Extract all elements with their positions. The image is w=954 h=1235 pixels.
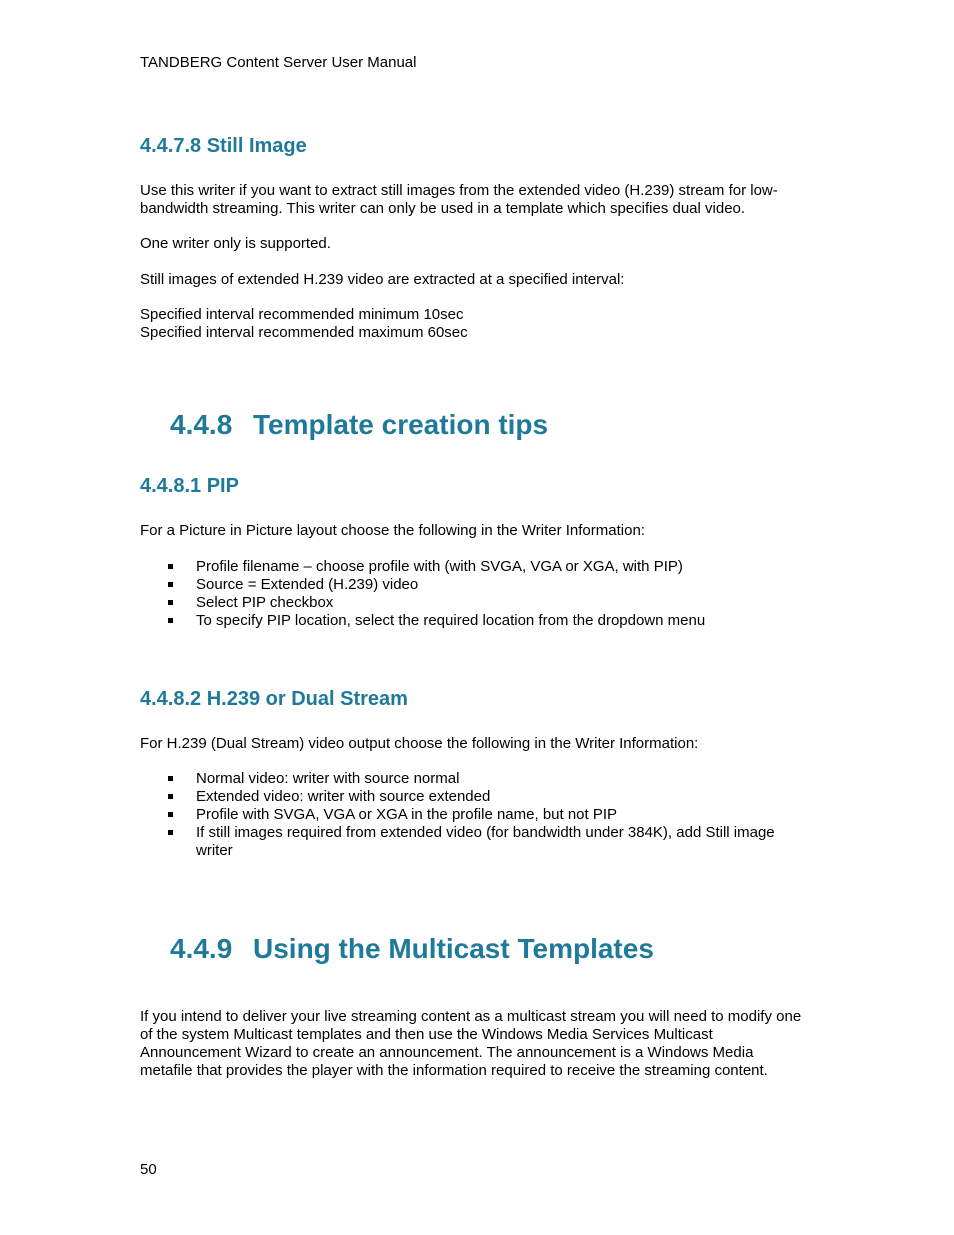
list-item-text: Extended video: writer with source extended [196, 788, 491, 805]
multicast-number: 4.4.9 [170, 933, 233, 964]
multicast-heading [170, 933, 654, 965]
pip-list [168, 558, 808, 630]
template-tips-number: 4.4.8 [170, 409, 233, 440]
bullet-square-icon [168, 600, 173, 605]
pip-intro: For a Picture in Picture layout choose the following in the Writer Information: [140, 522, 645, 539]
multicast-title: Using the Multicast Templates [253, 933, 654, 964]
bullet-square-icon [168, 830, 173, 835]
bullet-square-icon [168, 776, 173, 781]
still-image-paragraph-2: One writer only is supported. [140, 235, 331, 252]
list-item-text: Normal video: writer with source normal [196, 770, 460, 787]
list-item-text: Source = Extended (H.239) video [196, 576, 419, 593]
multicast-paragraph: If you intend to deliver your live streaming content as a multicast stream you will need to modify one of the system Multicast templates and then use the Windows Media Services Multicast Announcement Wizard to create an announcement. The announcement is a Windows Media metafile that provides the player with the information required to receive the streaming content. [140, 1008, 802, 1079]
still-image-heading: 4.4.7.8 Still Image [140, 135, 307, 157]
list-item-text: To specify PIP location, select the required location from the dropdown menu [196, 612, 706, 629]
dual-stream-list [168, 770, 808, 860]
pip-heading: 4.4.8.1 PIP [140, 475, 239, 497]
list-item [168, 612, 808, 630]
list-item [168, 770, 808, 788]
list-item-text: If still images required from extended video (for bandwidth under 384K), add Still image writer [196, 824, 775, 859]
list-item [168, 594, 808, 612]
list-item-text: Select PIP checkbox [196, 594, 334, 611]
template-tips-heading [170, 409, 548, 441]
bullet-square-icon [168, 618, 173, 623]
template-tips-title: Template creation tips [253, 409, 549, 440]
dual-stream-intro: For H.239 (Dual Stream) video output choose the following in the Writer Information: [140, 735, 699, 752]
list-item [168, 558, 808, 576]
page-number: 50 [140, 1161, 157, 1178]
bullet-square-icon [168, 794, 173, 799]
list-item [168, 806, 808, 824]
dual-stream-heading: 4.4.8.2 H.239 or Dual Stream [140, 688, 408, 710]
list-item [168, 824, 808, 860]
still-image-interval-max: Specified interval recommended maximum 60sec [140, 324, 468, 341]
list-item [168, 788, 808, 806]
list-item-text: Profile filename – choose profile with (with SVGA, VGA or XGA, with PIP) [196, 558, 683, 575]
bullet-square-icon [168, 812, 173, 817]
running-header: TANDBERG Content Server User Manual [140, 54, 417, 71]
list-item [168, 576, 808, 594]
bullet-square-icon [168, 564, 173, 569]
still-image-interval-min: Specified interval recommended minimum 10sec [140, 306, 464, 323]
list-item-text: Profile with SVGA, VGA or XGA in the profile name, but not PIP [196, 806, 618, 823]
still-image-paragraph-1: Use this writer if you want to extract still images from the extended video (H.239) stream for low-bandwidth streaming. This writer can only be used in a template which specifies dual video. [140, 182, 778, 217]
bullet-square-icon [168, 582, 173, 587]
still-image-paragraph-3: Still images of extended H.239 video are extracted at a specified interval: [140, 271, 625, 288]
